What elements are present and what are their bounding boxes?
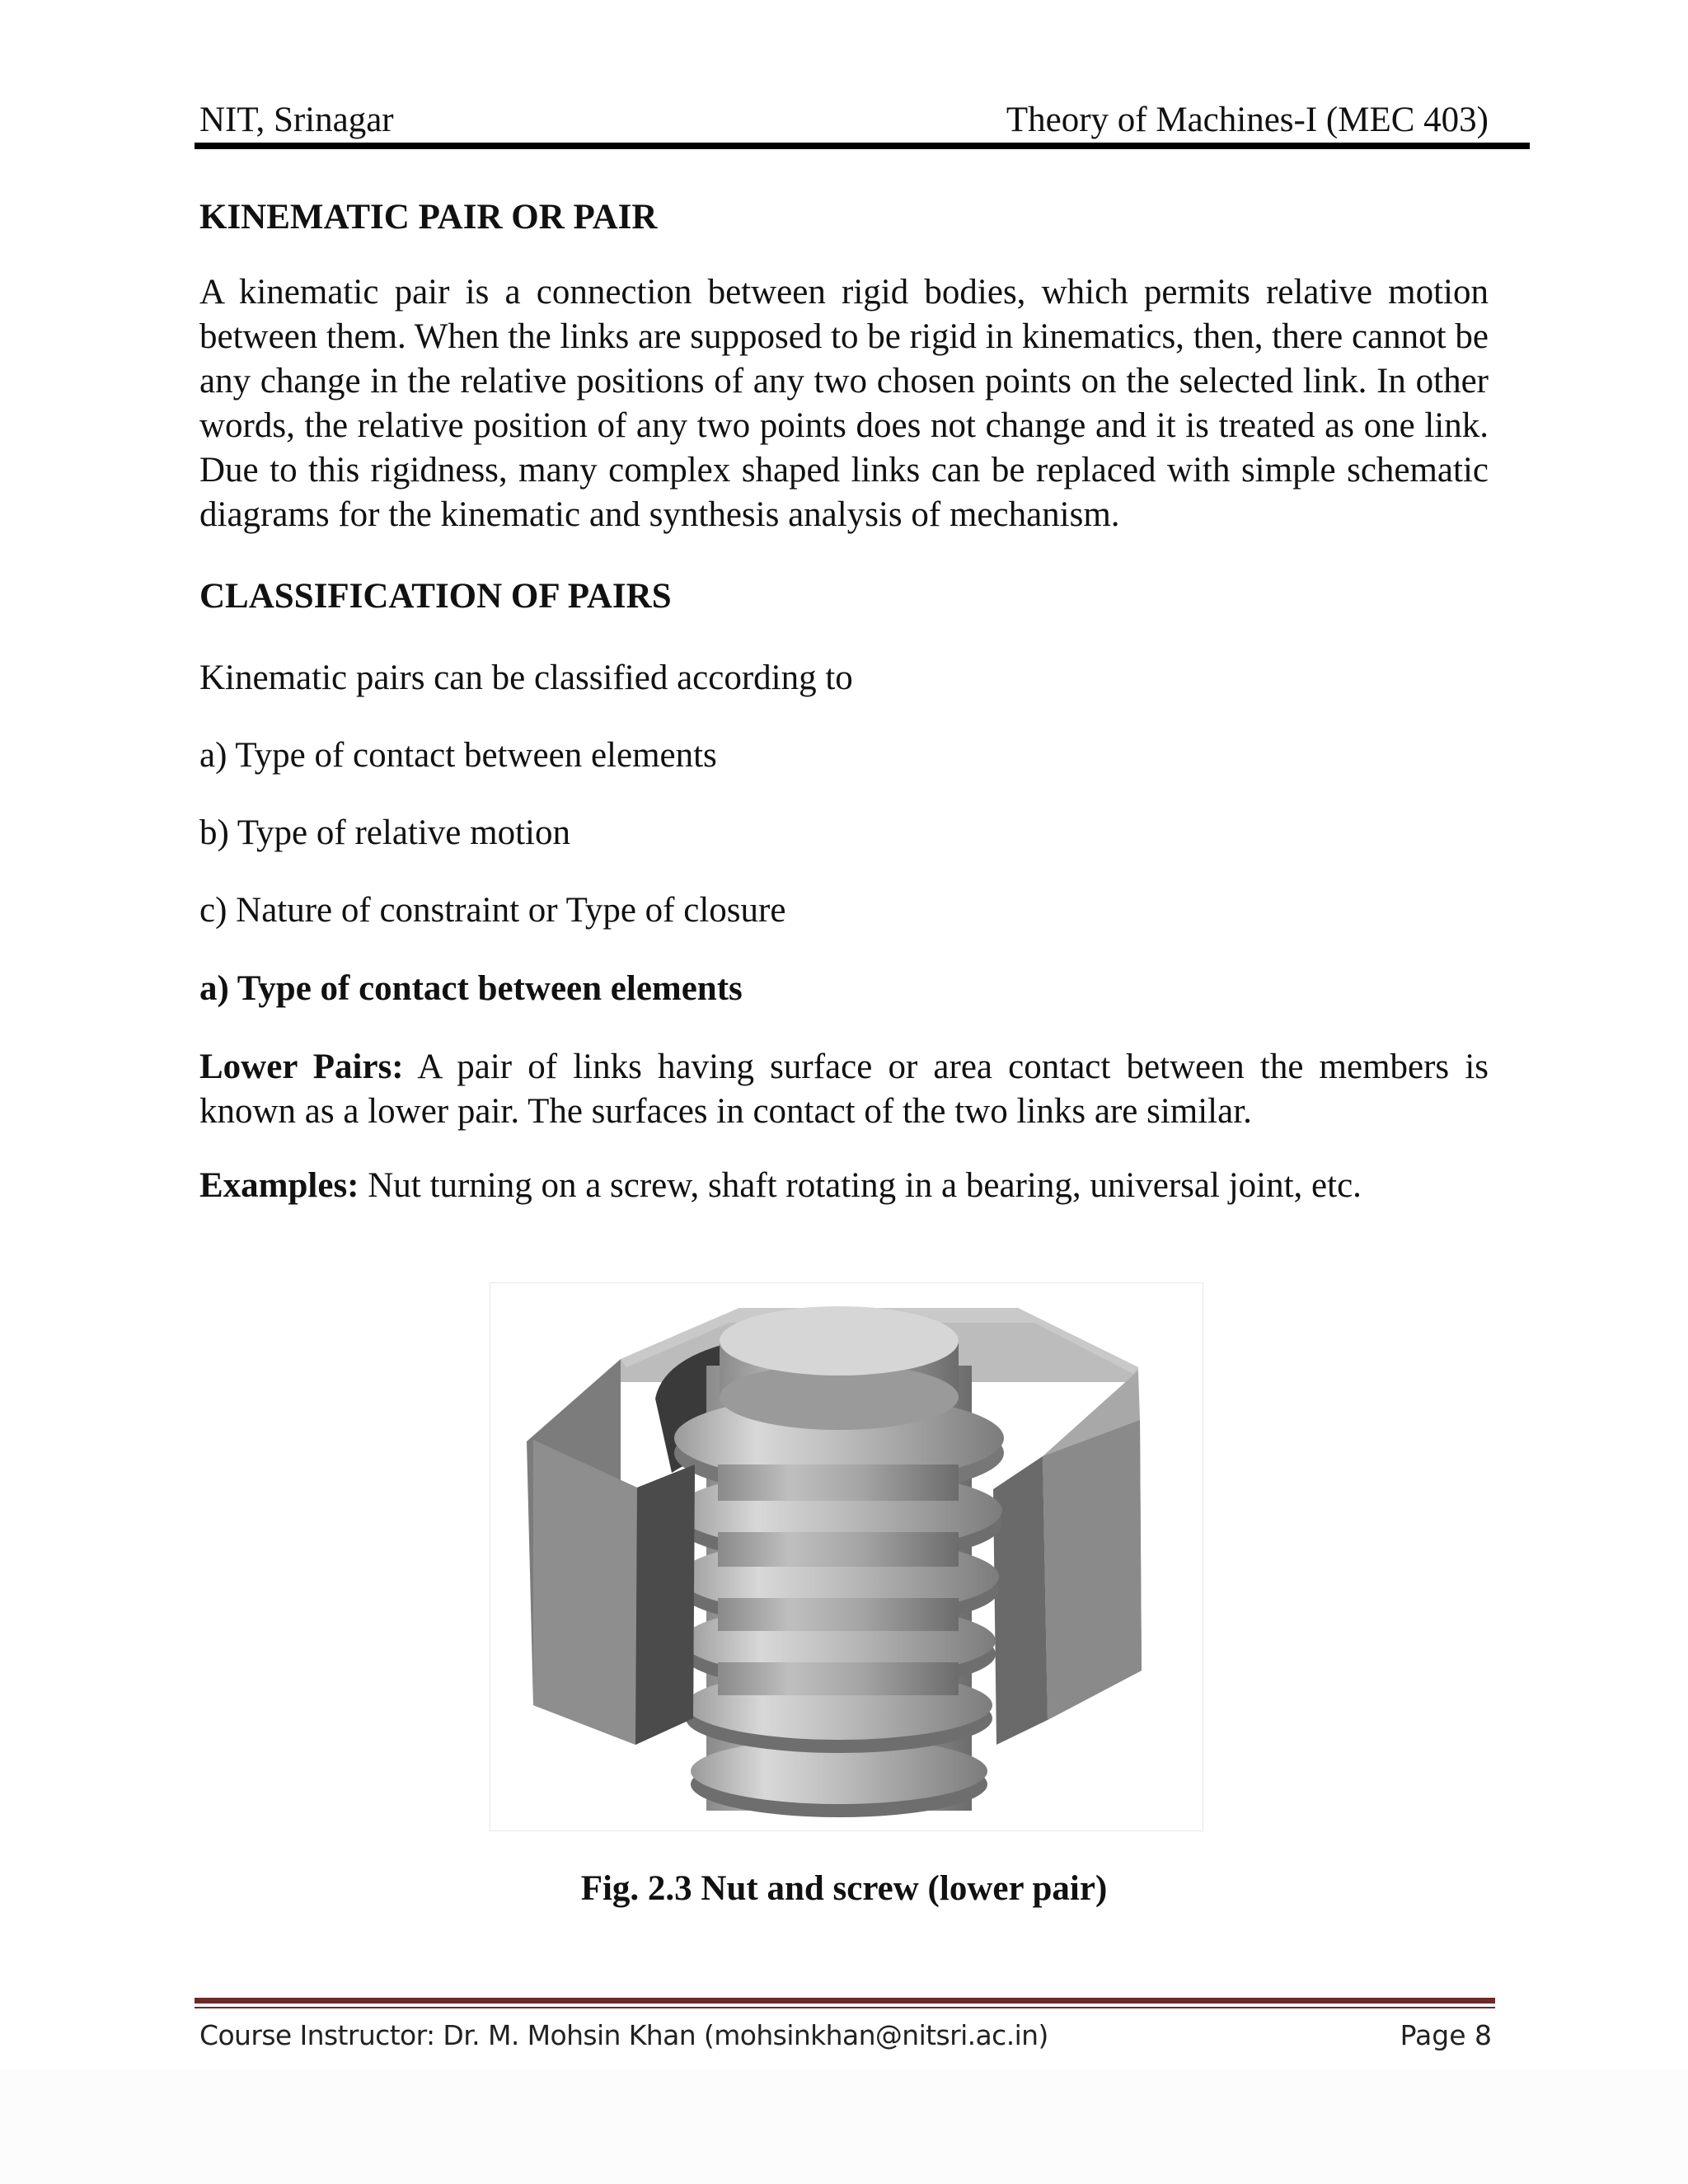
classification-item-a: a) Type of contact between elements (199, 736, 717, 775)
page-header (199, 97, 1489, 143)
header-course-title: Theory of Machines-I (MEC 403) (1006, 101, 1489, 139)
lower-pairs-paragraph (199, 1045, 1489, 1134)
kinematic-pair-heading: KINEMATIC PAIR OR PAIR (199, 198, 658, 237)
classification-intro: Kinematic pairs can be classified according to (199, 658, 853, 697)
classification-item-b: b) Type of relative motion (199, 813, 570, 852)
contact-type-heading: a) Type of contact between elements (199, 969, 743, 1008)
figure-caption: Fig. 2.3 Nut and screw (lower pair) (580, 1869, 1108, 1908)
lower-pairs-label: Lower Pairs: (199, 1047, 404, 1086)
examples-paragraph (199, 1164, 1489, 1208)
header-rule (195, 143, 1530, 149)
page-footer (199, 2011, 1492, 2060)
examples-text: Nut turning on a screw, shaft rotating in a bearing, universal joint, etc. (359, 1166, 1362, 1205)
header-institution: NIT, Srinagar (199, 101, 394, 139)
footer-rule (195, 1998, 1495, 2004)
footer-rule-thin (195, 2007, 1495, 2008)
lower-pairs-text: A pair of links having surface or area contact between the members is known as a lower pair. The surfaces in contact of the two links are similar. (199, 1047, 1489, 1131)
bottom-margin (0, 2069, 1688, 2184)
examples-label: Examples: (199, 1166, 359, 1205)
kinematic-pair-paragraph: A kinematic pair is a connection between rigid bodies, which permits relative motion between them. When the links are supposed to be rigid in kinematics, then, there cannot be any change in the relative positions of any two chosen points on the selected link. In other words, the relative position of any two points does not change and it is treated as one link. Due to this rigidness, many complex shaped links can be replaced with simple schematic diagrams for the kinematic and synthesis analysis of mechanism. (199, 273, 1489, 534)
footer-instructor: Course Instructor: Dr. M. Mohsin Khan (mohsinkhan@nitsri.ac.in) (199, 2019, 1048, 2051)
classification-item-c: c) Nature of constraint or Type of closure (199, 891, 786, 930)
page-number: Page 8 (1400, 2019, 1492, 2051)
screw-threads (674, 1395, 1004, 1817)
nut-and-screw-illustration (490, 1283, 1203, 1830)
page-content (199, 194, 1489, 1208)
nut-and-screw-figure (490, 1282, 1203, 1831)
classification-heading: CLASSIFICATION OF PAIRS (199, 577, 672, 616)
